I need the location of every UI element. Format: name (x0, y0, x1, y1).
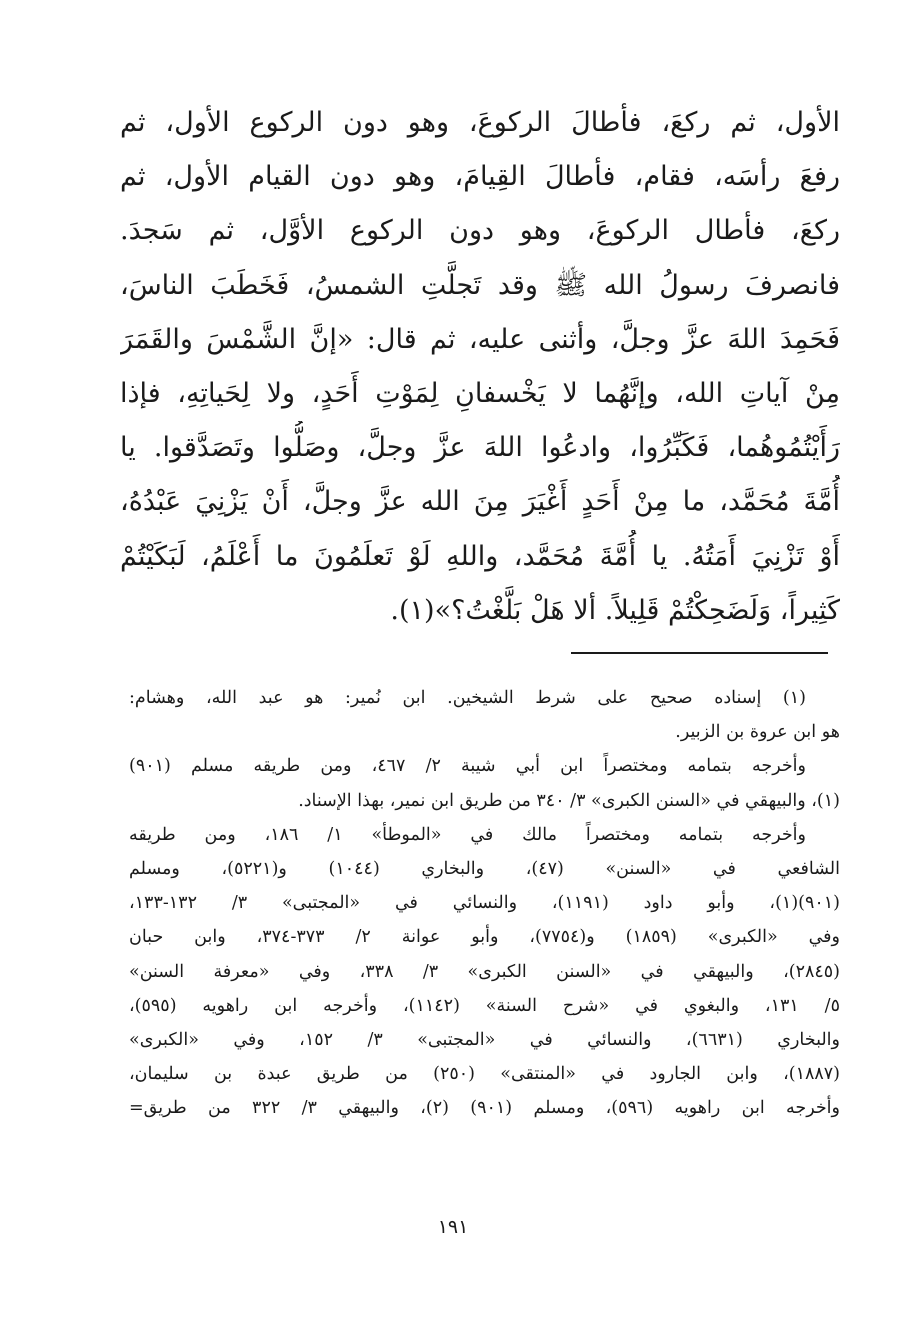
page-number: ١٩١ (437, 1216, 469, 1238)
footnote-line: (١) إسناده صحيح على شرط الشيخين. ابن نُمير: هو عبد الله، وهشام: (129, 688, 806, 708)
footnote-line: هو ابن عروة بن الزبير. (675, 722, 840, 743)
main-text-line: أُمَّةَ مُحَمَّد، ما مِنْ أَحَدٍ أَغْيَرَ مِنَ الله عزَّ وجلَّ، أَنْ يَزْنِيَ عَبْدُهُ، (120, 486, 840, 518)
footnote-line: (١)، والبيهقي في «السنن الكبرى» ٣/ ٣٤٠ من طريق ابن نمير، بهذا الإسناد. (298, 790, 840, 811)
footnote-line: (١٨٨٧)، وابن الجارود في «المنتقى» (٢٥٠) من طريق عبدة بن سليمان، (129, 1064, 840, 1085)
footnote-line: والبخاري (٦٦٣١)، والنسائي في «المجتبى» ٣/ ١٥٢، وفي «الكبرى» (129, 1029, 840, 1050)
main-text-line: كَثِيراً، وَلَضَحِكْتُمْ قَلِيلاً. ألا هَلْ بَلَّغْتُ؟»(١). (390, 594, 840, 626)
footnote-line: وفي «الكبرى» (١٨٥٩) و(٧٧٥٤)، وأبو عوانة ٢/ ٣٧٣-٣٧٤، وابن حبان (129, 927, 840, 948)
footnote-line: ٥/ ١٣١، والبغوي في «شرح السنة» (١١٤٢)، وأخرجه ابن راهويه (٥٩٥)، (129, 995, 840, 1016)
footnote-line: وأخرجه بتمامه ومختصراً مالك في «الموطأ» ١/ ١٨٦، ومن طريقه (129, 824, 806, 845)
main-text-line: فَحَمِدَ اللهَ عزَّ وجلَّ، وأثنى عليه، ثم قال: «إنَّ الشَّمْسَ والقَمَرَ (120, 323, 840, 355)
main-text-line: رَأَيْتُمُوهُما، فَكَبِّرُوا، وادعُوا اللهَ عزَّ وجلَّ، وصَلُّوا وتَصَدَّقوا. يا (120, 432, 840, 464)
footnote-separator (571, 652, 828, 654)
main-text-line: الأول، ثم ركعَ، فأطالَ الركوعَ، وهو دون الركوع الأول، ثم (120, 107, 840, 138)
footnote-line: (٩٠١)(١)، وأبو داود (١١٩١)، والنسائي في «المجتبى» ٣/ ١٣٢-١٣٣، (129, 893, 840, 914)
footnote-line: الشافعي في «السنن» (٤٧)، والبخاري (١٠٤٤) و(٥٢٢١)، ومسلم (129, 858, 840, 879)
main-text-line: مِنْ آياتِ الله، وإنَّهُما لا يَخْسفانِ لِمَوْتِ أَحَدٍ، ولا لِحَياتِهِ، فإذا (120, 377, 840, 409)
main-text-line: ركعَ، فأطال الركوعَ، وهو دون الركوع الأوَّل، ثم سَجدَ. (120, 215, 840, 247)
footnote-line: وأخرجه ابن راهويه (٥٩٦)، ومسلم (٩٠١) (٢)، والبيهقي ٣/ ٣٢٢ من طريق= (129, 1098, 840, 1119)
main-text-line: فانصرفَ رسولُ الله ﷺ وقد تَجلَّتِ الشمسُ، فَخَطَبَ الناسَ، (120, 269, 840, 301)
footnotes (129, 681, 840, 1125)
footnote-line: (٢٨٤٥)، والبيهقي في «السنن الكبرى» ٣/ ٣٣٨، وفي «معرفة السنن» (129, 961, 840, 982)
main-text-line: رفعَ رأسَه، فقام، فأطالَ القِيامَ، وهو دون القيام الأول، ثم (120, 161, 840, 193)
main-text-line: أَوْ تَزْنِيَ أَمَتُهُ. يا أُمَّةَ مُحَمَّد، واللهِ لَوْ تَعلَمُونَ ما أَعْلَمُ، لَبَكَيْتُمْ (120, 540, 840, 572)
footnote-line: وأخرجه بتمامه ومختصراً ابن أبي شيبة ٢/ ٤٦٧، ومن طريقه مسلم (٩٠١) (129, 756, 806, 777)
main-text (120, 96, 840, 638)
